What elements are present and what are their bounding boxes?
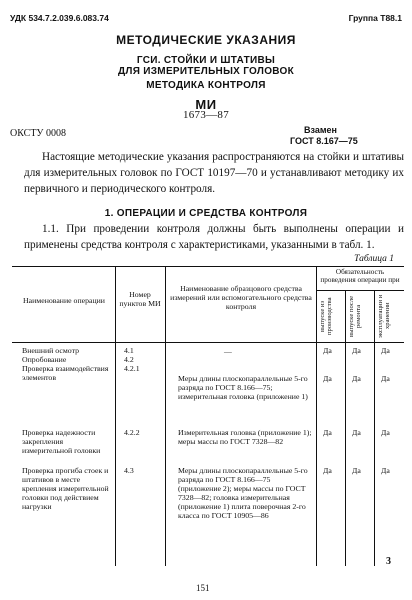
cell-item-number: 4.2 bbox=[124, 355, 134, 364]
cell-item-number: 4.2.1 bbox=[124, 364, 140, 373]
cell-release: Да bbox=[323, 374, 332, 383]
col-header-means: Наименование образцового средства измерений или вспомогательного средства контроля bbox=[170, 284, 312, 311]
table-label: Таблица 1 bbox=[354, 254, 394, 264]
cell-item-number: 4.3 bbox=[124, 466, 134, 475]
subtitle-line-3: МЕТОДИКА КОНТРОЛЯ bbox=[146, 80, 266, 91]
cell-means: Меры длины плоскопараллельные 5-го разряда по ГОСТ 8.166—75 (приложение 2); меры массы по ГОСТ 7328—82; головка измерительная (приложение 1) плита поверочная 2-го класса по ГОСТ 10905—86 bbox=[178, 466, 308, 520]
cell-operation-storage: Да bbox=[381, 374, 390, 383]
page-number: 3 bbox=[386, 556, 391, 567]
cell-operation: Проверка взаимодействия элементов bbox=[22, 364, 109, 382]
cell-item-number: 4.1 bbox=[124, 346, 134, 355]
document-title: МЕТОДИЧЕСКИЕ УКАЗАНИЯ bbox=[116, 33, 296, 47]
archive-stamp: 151 bbox=[196, 583, 210, 593]
cell-means: — bbox=[224, 347, 232, 356]
replace-label: Взамен bbox=[304, 125, 337, 135]
col-header-item-number: Номер пунктов МИ bbox=[119, 290, 161, 308]
cell-release: Да bbox=[323, 466, 332, 475]
udk-code: УДК 534.7.2.039.6.083.74 bbox=[10, 13, 109, 23]
section-heading: 1. ОПЕРАЦИИ И СРЕДСТВА КОНТРОЛЯ bbox=[104, 208, 308, 219]
cell-repair: Да bbox=[352, 346, 361, 355]
cell-repair: Да bbox=[352, 428, 361, 437]
document-code: МИ bbox=[195, 97, 217, 112]
section-paragraph: 1.1. При проведении контроля должны быть выполнены операции и применены средства контроля с характеристиками, указанными в табл. 1. bbox=[24, 223, 404, 251]
cell-operation: Проверка надежности закрепления измерительной головки bbox=[22, 428, 101, 455]
cell-operation-storage: Да bbox=[381, 466, 390, 475]
okstu-code: ОКСТУ 0008 bbox=[10, 128, 67, 139]
cell-means: Измерительная головка (приложение 1); меры массы по ГОСТ 7328—82 bbox=[178, 428, 312, 446]
cell-operation-storage: Да bbox=[381, 346, 390, 355]
col-header-release: выпуске из производства bbox=[319, 297, 333, 335]
replaced-standard: ГОСТ 8.167—75 bbox=[290, 136, 358, 146]
cell-operation-storage: Да bbox=[381, 428, 390, 437]
col-header-operation-storage: эксплуатации и хранении bbox=[377, 294, 391, 338]
col-header-obligatory: Обязательность проведения операции при bbox=[320, 268, 400, 284]
cell-release: Да bbox=[323, 346, 332, 355]
cell-operation: Опробование bbox=[22, 355, 67, 364]
cell-operation: Проверка прогиба стоек и штативов в месте крепления измерительной головки под действием нагрузки bbox=[22, 466, 109, 511]
intro-paragraph: Настоящие методические указания распространяются на стойки и штативы для измерительных головок по ГОСТ 10197—70 и устанавливают методику их первичного и периодического контроля. bbox=[24, 151, 404, 195]
col-header-repair: выпуске после ремонта bbox=[348, 295, 362, 337]
cell-operation: Внешний осмотр bbox=[22, 346, 79, 355]
subtitle-line-2: ДЛЯ ИЗМЕРИТЕЛЬНЫХ ГОЛОВОК bbox=[117, 66, 295, 77]
cell-means: Меры длины плоскопараллельные 5-го разряда по ГОСТ 8.166—75; измерительная головка (приложение 1) bbox=[178, 374, 308, 401]
cell-repair: Да bbox=[352, 466, 361, 475]
cell-item-number: 4.2.2 bbox=[124, 428, 140, 437]
group-code: Группа Т88.1 bbox=[348, 13, 402, 23]
document-number: 1673—87 bbox=[182, 109, 230, 121]
col-header-operation: Наименование операции bbox=[23, 296, 105, 305]
cell-repair: Да bbox=[352, 374, 361, 383]
cell-release: Да bbox=[323, 428, 332, 437]
subtitle-line-1: ГСИ. СТОЙКИ И ШТАТИВЫ bbox=[136, 55, 276, 66]
